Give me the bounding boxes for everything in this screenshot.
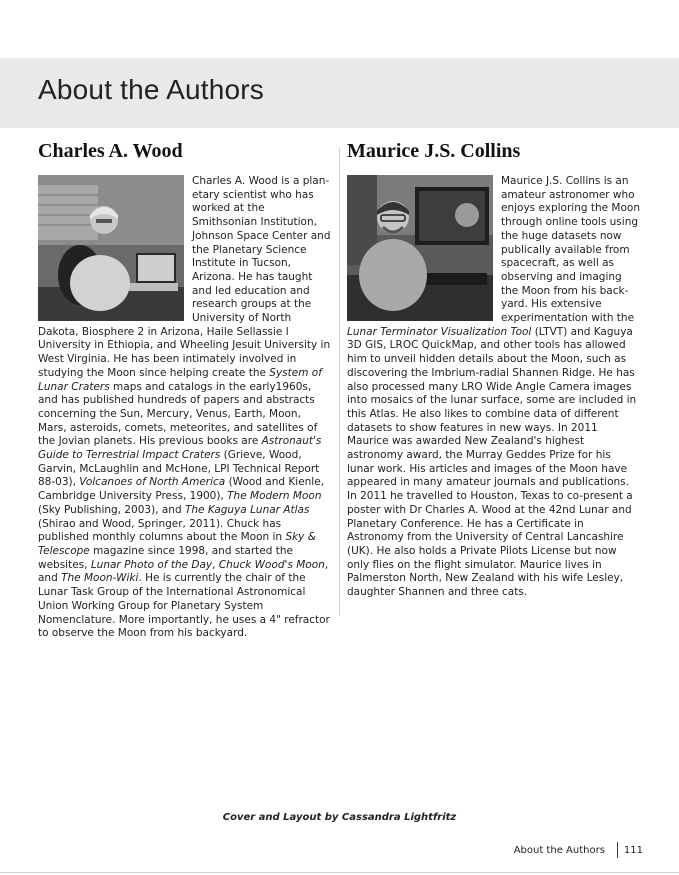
bio-title-italic: System of Lunar Craters: [38, 366, 322, 393]
page-number: 111: [623, 844, 643, 856]
author-photo: [347, 175, 493, 321]
bio-text: ,: [212, 558, 219, 571]
running-footer-section: About the Authors: [513, 844, 605, 856]
author-name: Maurice J.S. Collins: [347, 140, 521, 162]
bio-title-italic: The Moon-Wiki: [61, 572, 139, 585]
author-section-wood: [38, 140, 332, 641]
bio-title-italic: Volcanoes of North America: [79, 476, 226, 489]
author-photo: [38, 175, 184, 321]
bio-text: maps and catalogs in the early1960s, and has published hundreds of papers and abstracts concerning the Sun, Mercury, Venus, Earth, Moon, Mars, asteroids, comets, meteorites, and satellites of the Jovian planets. His previous books are: [38, 380, 318, 448]
bio-text: (Shirao and Wood, Springer, 2011). Chuck has published monthly columns about the Moon in: [38, 517, 286, 544]
author-bio: [38, 175, 332, 641]
author-section-collins: [347, 140, 641, 600]
bio-title-italic: The Kaguya Lunar Atlas: [184, 503, 310, 516]
bio-title-italic: Lunar Terminator Visualization Tool: [347, 325, 532, 338]
bio-text: (Wood and Kienle, Cambridge University Press, 1900),: [38, 476, 325, 503]
bio-text: (Sky Publishing, 2003), and: [38, 503, 185, 516]
page-title: About the Authors: [38, 74, 265, 105]
author-bio: [347, 175, 641, 600]
bio-text: (LTVT) and Kaguya 3D GIS, LROC QuickMap, and other tools has allowed him to unveil hidden details about the Moon, such as discovering the Imbrium-radial Shannen Ridge. He has also processed many LRO Wide Angle Camera images into mosaics of the lunar surface, some are included in this Atlas. He also likes to combine data of different datasets to show features in new ways. In 2011 Maurice was awarded New Zealand's highest astronomy award, the Murray Geddes Prize for his lunar work. His articles and images of the Moon have appeared in many amateur journals and publications. In 2011 he travelled to Houston, Texas to co-present a poster with Dr Charles A. Wood at the 42nd Lunar and Planetary Conference. He has a Certificate in Astronomy from the University of Central Lancashire (UK). He also holds a Private Pilots License but now only flies on the flight simulator. Maurice lives in Palmerston North, New Zealand with his wife Lesley, daughter Shannen and three cats.: [347, 325, 637, 599]
bio-text: (Grieve, Wood, Garvin, McLaughlin and McHone, LPI Technical Report 88-03),: [38, 449, 320, 489]
bio-title-italic: The Modern Moon: [227, 490, 322, 503]
bio-text: Maurice J.S. Collins is an amateur astronomer who enjoys exploring the Moon through online tools using the huge datasets now publically available from spacecraft, as well as observing and imaging the Moon from his backyard. His extensive experimentation with the: [501, 175, 640, 325]
bio-text: Charles A. Wood is a planetary scientist who has worked at the Smithsonian Institution, Johnson Space Center and the Planetary Science Institute in Tucson, Arizona. He has taught and led education and research groups at the University of North Dakota, Biosphere 2 in Arizona, Haile Sellassie I University in Ethiopia, and Wheeling Jesuit University in West Virginia. He has been intimately involved in studying the Moon since helping create the: [38, 175, 331, 379]
bio-text: . He is currently the chair of the Lunar Task Group of the International Astronomical Union Working Group for Planetary System Nomenclature. More importantly, he uses a 4" refractor to observe the Moon from his backyard.: [38, 572, 330, 640]
author-name: Charles A. Wood: [38, 140, 183, 162]
header-banner: [0, 58, 679, 128]
cover-credit: Cover and Layout by Cassandra Lightfritz: [222, 812, 457, 823]
column-divider: [339, 148, 340, 616]
bottom-rule: [0, 872, 679, 873]
bio-text: magazine since 1998, and started the websites,: [38, 544, 293, 571]
footer-divider: [617, 842, 618, 858]
bio-title-italic: Lunar Photo of the Day: [90, 558, 213, 571]
page-footer: [514, 842, 643, 858]
bio-title-italic: Astronaut's Guide to Terrestrial Impact Craters: [38, 435, 322, 462]
bio-title-italic: Chuck Wood's Moon: [218, 558, 325, 571]
bio-title-italic: Sky & Telescope: [38, 531, 316, 557]
bio-text: , and: [38, 558, 329, 585]
